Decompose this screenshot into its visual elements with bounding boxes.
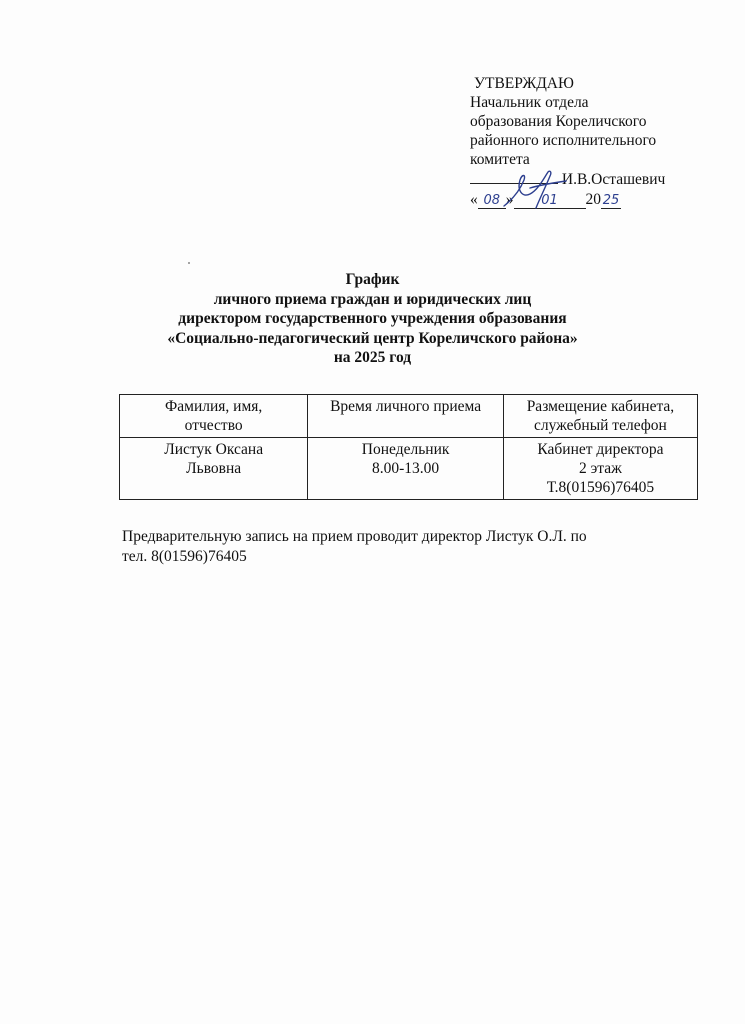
date-month: 01 <box>514 194 586 209</box>
signer-name: И.В.Осташевич <box>561 171 666 188</box>
cell-text: Львовна <box>186 460 242 477</box>
date-open-quote: « <box>470 191 478 208</box>
table-row <box>120 438 698 500</box>
cell-text: Кабинет директора <box>537 441 664 458</box>
cell-text: 2 этаж <box>579 460 622 477</box>
header-text: Фамилия, имя, <box>165 398 263 415</box>
document-heading <box>100 270 645 368</box>
heading-title: График <box>345 271 400 288</box>
header-text: служебный телефон <box>534 417 667 434</box>
date-day: 08 <box>478 194 506 209</box>
header-time <box>308 395 504 438</box>
cell-text: 8.00-13.00 <box>372 460 440 477</box>
scan-speck <box>188 262 190 264</box>
note-line: Предварительную запись на прием проводит директор Листук О.Л. по <box>122 528 587 545</box>
cell-office <box>503 438 697 500</box>
heading-year: на 2025 год <box>333 349 412 366</box>
header-office <box>503 395 697 438</box>
date-year-suffix: 25 <box>602 193 620 208</box>
heading-line: личного приема граждан и юридических лиц <box>213 290 532 308</box>
schedule-table <box>119 394 698 500</box>
handwritten-signature <box>500 168 570 213</box>
cell-time <box>308 438 504 500</box>
approval-line: Начальник отдела <box>470 94 589 111</box>
appointment-note <box>122 527 702 567</box>
cell-name <box>120 438 308 500</box>
approval-line: районного исполнительного <box>470 132 657 149</box>
approval-title: УТВЕРЖДАЮ <box>474 75 574 92</box>
header-text: отчество <box>184 417 243 434</box>
date-year-prefix: 20 <box>585 191 601 208</box>
cell-text: Листук Оксана <box>164 441 264 458</box>
header-text: Размещение кабинета, <box>526 398 675 415</box>
heading-line: директором государственного учреждения образования <box>178 310 567 327</box>
approval-line: комитета <box>470 151 530 168</box>
heading-line: «Социально-педагогический центр Кореличского района» <box>167 329 578 347</box>
date-close-quote: » <box>505 191 514 208</box>
table-header-row <box>120 395 698 438</box>
cell-text: Понедельник <box>361 441 450 458</box>
note-line: тел. 8(01596)76405 <box>122 548 247 565</box>
header-text: Время личного приема <box>330 398 482 415</box>
header-name <box>120 395 308 438</box>
cell-text: Т.8(01596)76405 <box>546 479 655 496</box>
approval-line: образования Кореличского <box>470 113 647 130</box>
